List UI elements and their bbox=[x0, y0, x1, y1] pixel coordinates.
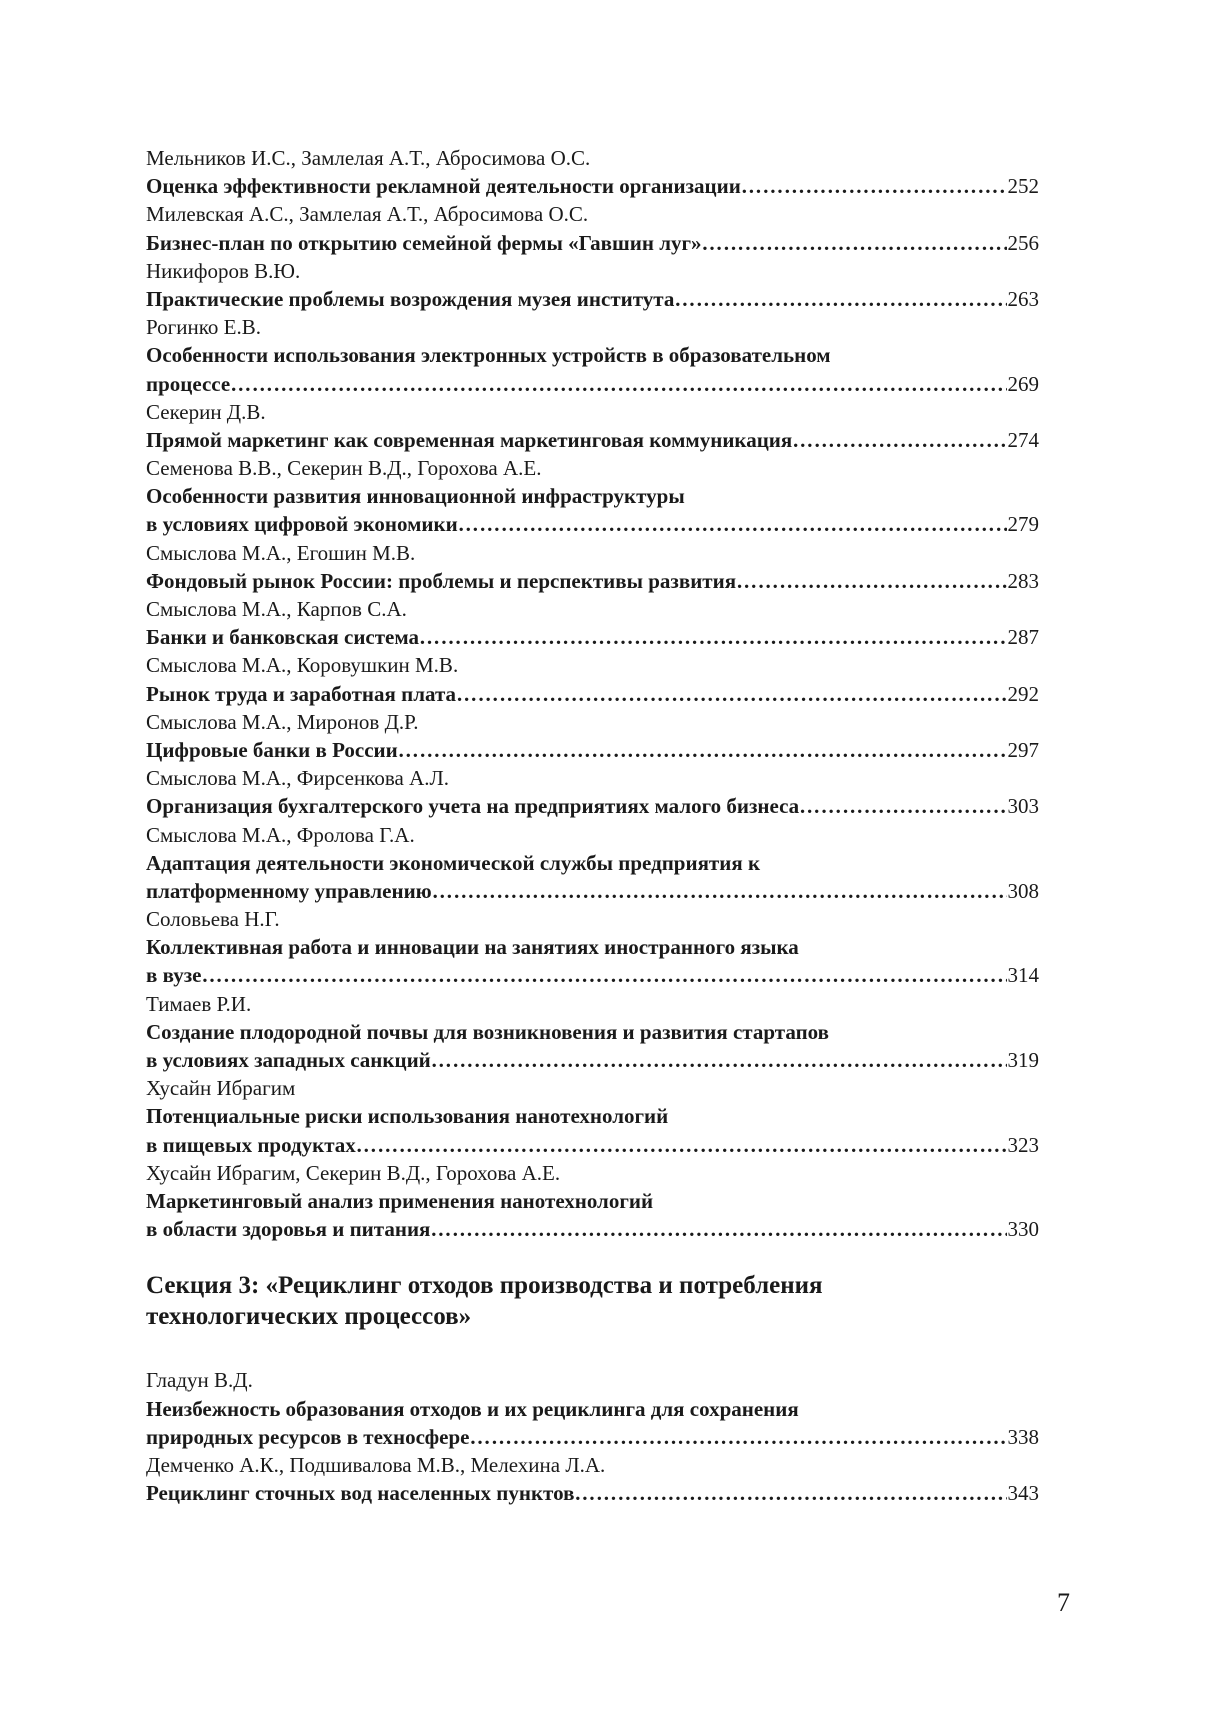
entry-title-with-page bbox=[146, 1215, 1039, 1243]
toc-entries-part2 bbox=[146, 1366, 1039, 1507]
entry-page-number: 256 bbox=[1007, 230, 1039, 255]
entry-authors: Милевская А.С., Замлелая А.Т., Абросимова О.С. bbox=[146, 202, 589, 227]
entry-authors: Секерин Д.В. bbox=[146, 399, 266, 424]
entry-authors: Гладун В.Д. bbox=[146, 1368, 253, 1393]
dot-leader bbox=[741, 172, 1007, 200]
entry-page-number: 314 bbox=[1007, 963, 1039, 988]
entry-page-number: 323 bbox=[1007, 1132, 1039, 1157]
entry-page-number: 263 bbox=[1007, 286, 1039, 311]
entry-title: процессе bbox=[146, 371, 231, 396]
entry-page-number: 283 bbox=[1007, 568, 1039, 593]
entry-authors: Рогинко Е.В. bbox=[146, 315, 261, 340]
entry-title-line: Потенциальные риски использования нанотехнологий bbox=[146, 1104, 669, 1129]
entry-title: Банки и банковская система bbox=[146, 625, 420, 650]
toc-entry bbox=[146, 1074, 1039, 1159]
dot-leader bbox=[574, 1479, 1006, 1507]
entry-title: Оценка эффективности рекламной деятельности организации bbox=[146, 174, 741, 199]
entry-page-number: 292 bbox=[1007, 681, 1039, 706]
entry-authors: Смыслова М.А., Миронов Д.Р. bbox=[146, 709, 419, 734]
entry-page-number: 338 bbox=[1007, 1424, 1039, 1449]
entry-title: в пищевых продуктах bbox=[146, 1132, 356, 1157]
toc-entry bbox=[146, 990, 1039, 1075]
entry-title-with-page bbox=[146, 370, 1039, 398]
dot-leader bbox=[398, 736, 1007, 764]
toc-entry bbox=[146, 313, 1039, 398]
entry-title-line: Адаптация деятельности экономической службы предприятия к bbox=[146, 850, 761, 875]
dot-leader bbox=[736, 567, 1006, 595]
dot-leader bbox=[458, 510, 1007, 538]
dot-leader bbox=[456, 680, 1006, 708]
dot-leader bbox=[230, 370, 1006, 398]
toc-entry bbox=[146, 454, 1039, 539]
entry-authors: Хусайн Ибрагим bbox=[146, 1076, 296, 1101]
entry-title-line: Особенности использования электронных устройств в образовательном bbox=[146, 343, 831, 368]
entry-page-number: 343 bbox=[1007, 1481, 1039, 1506]
dot-leader bbox=[431, 1046, 1007, 1074]
dot-leader bbox=[674, 285, 1006, 313]
entry-page-number: 252 bbox=[1007, 174, 1039, 199]
entry-authors: Никифоров В.Ю. bbox=[146, 258, 301, 283]
dot-leader bbox=[356, 1131, 1007, 1159]
entry-page-number: 269 bbox=[1007, 371, 1039, 396]
toc-entry bbox=[146, 1451, 1039, 1507]
entry-title: в условиях западных санкций bbox=[146, 1048, 431, 1072]
entry-title: платформенному управлению bbox=[146, 878, 432, 903]
entry-authors: Тимаев Р.И. bbox=[146, 991, 252, 1016]
toc-entry bbox=[146, 708, 1039, 764]
entry-authors: Мельников И.С., Замлелая А.Т., Абросимова О.С. bbox=[146, 146, 591, 170]
entry-title-with-page bbox=[146, 229, 1039, 257]
section-heading-line: технологических процессов» bbox=[146, 1303, 472, 1331]
dot-leader bbox=[419, 623, 1006, 651]
entry-title-with-page bbox=[146, 1131, 1039, 1159]
entry-title-with-page bbox=[146, 1423, 1039, 1451]
toc-entry bbox=[146, 398, 1039, 454]
entry-title-with-page bbox=[146, 680, 1039, 708]
entry-page-number: 287 bbox=[1007, 625, 1039, 650]
toc-entry bbox=[146, 905, 1039, 990]
section-heading-line: Секция 3: «Рециклинг отходов производства и потребления bbox=[146, 1272, 823, 1300]
entry-title-with-page bbox=[146, 1046, 1039, 1074]
table-of-contents bbox=[146, 144, 1039, 1507]
entry-authors: Хусайн Ибрагим, Секерин В.Д., Горохова А.Е. bbox=[146, 1160, 561, 1185]
toc-entry bbox=[146, 144, 1039, 200]
toc-entry bbox=[146, 1159, 1039, 1244]
entry-title: в вузе bbox=[146, 963, 202, 988]
entry-page-number: 279 bbox=[1007, 512, 1039, 537]
entry-title-line: Неизбежность образования отходов и их рециклинга для сохранения bbox=[146, 1396, 799, 1421]
entry-authors: Демченко А.К., Подшивалова М.В., Мелехина Л.А. bbox=[146, 1452, 606, 1477]
toc-entries-part1 bbox=[146, 144, 1039, 1243]
entry-page-number: 297 bbox=[1007, 737, 1039, 762]
toc-entry bbox=[146, 257, 1039, 313]
toc-entry bbox=[146, 595, 1039, 651]
entry-authors: Смыслова М.А., Фролова Г.А. bbox=[146, 822, 415, 847]
dot-leader bbox=[470, 1423, 1007, 1451]
entry-authors: Семенова В.В., Секерин В.Д., Горохова А.Е. bbox=[146, 456, 542, 481]
section-heading bbox=[146, 1270, 1039, 1332]
toc-entry bbox=[146, 821, 1039, 906]
dot-leader bbox=[430, 1215, 1006, 1243]
entry-title: в области здоровья и питания bbox=[146, 1217, 431, 1242]
toc-entry bbox=[146, 764, 1039, 820]
entry-title-line: Коллективная работа и инновации на занятиях иностранного языка bbox=[146, 935, 799, 960]
entry-authors: Смыслова М.А., Коровушкин М.В. bbox=[146, 653, 459, 678]
entry-title-with-page bbox=[146, 285, 1039, 313]
entry-title-line: Создание плодородной почвы для возникновения и развития стартапов bbox=[146, 1019, 829, 1044]
entry-title-with-page bbox=[146, 877, 1039, 905]
page-number: 7 bbox=[1057, 1588, 1070, 1617]
entry-page-number: 330 bbox=[1007, 1217, 1039, 1242]
entry-title-with-page bbox=[146, 567, 1039, 595]
entry-title: Фондовый рынок России: проблемы и перспективы развития bbox=[146, 568, 737, 593]
entry-authors: Смыслова М.А., Фирсенкова А.Л. bbox=[146, 766, 449, 791]
entry-title: Организация бухгалтерского учета на предприятиях малого бизнеса bbox=[146, 794, 800, 819]
dot-leader bbox=[799, 792, 1006, 820]
entry-title: Практические проблемы возрождения музея института bbox=[146, 286, 675, 311]
entry-title: природных ресурсов в техносфере bbox=[146, 1424, 470, 1449]
entry-title-line: Маркетинговый анализ применения нанотехнологий bbox=[146, 1188, 654, 1213]
entry-page-number: 303 bbox=[1007, 794, 1039, 819]
dot-leader bbox=[432, 877, 1007, 905]
entry-page-number: 319 bbox=[1007, 1048, 1039, 1072]
entry-authors: Смыслова М.А., Карпов С.А. bbox=[146, 597, 407, 621]
dot-leader bbox=[702, 229, 1007, 257]
toc-entry bbox=[146, 651, 1039, 707]
entry-title-with-page bbox=[146, 792, 1039, 820]
entry-title-line: Особенности развития инновационной инфраструктуры bbox=[146, 484, 685, 509]
entry-title: Рециклинг сточных вод населенных пунктов bbox=[146, 1481, 575, 1506]
entry-page-number: 274 bbox=[1007, 427, 1039, 452]
toc-entry bbox=[146, 200, 1039, 256]
toc-entry bbox=[146, 1366, 1039, 1451]
dot-leader bbox=[792, 426, 1006, 454]
entry-title: Рынок труда и заработная плата bbox=[146, 681, 457, 706]
entry-title-with-page bbox=[146, 736, 1039, 764]
entry-title-with-page bbox=[146, 510, 1039, 538]
entry-title-with-page bbox=[146, 961, 1039, 989]
entry-title-with-page bbox=[146, 1479, 1039, 1507]
entry-title-with-page bbox=[146, 172, 1039, 200]
entry-title: Цифровые банки в России bbox=[146, 737, 398, 762]
entry-authors: Соловьева Н.Г. bbox=[146, 907, 280, 932]
entry-page-number: 308 bbox=[1007, 878, 1039, 903]
entry-title: в условиях цифровой экономики bbox=[146, 512, 458, 537]
entry-title: Бизнес-план по открытию семейной фермы «Гавшин луг» bbox=[146, 230, 702, 255]
dot-leader bbox=[201, 961, 1006, 989]
toc-entry bbox=[146, 539, 1039, 595]
entry-title-with-page bbox=[146, 426, 1039, 454]
entry-authors: Смыслова М.А., Егошин М.В. bbox=[146, 540, 416, 565]
entry-title: Прямой маркетинг как современная маркетинговая коммуникация bbox=[146, 427, 793, 452]
entry-title-with-page bbox=[146, 623, 1039, 651]
